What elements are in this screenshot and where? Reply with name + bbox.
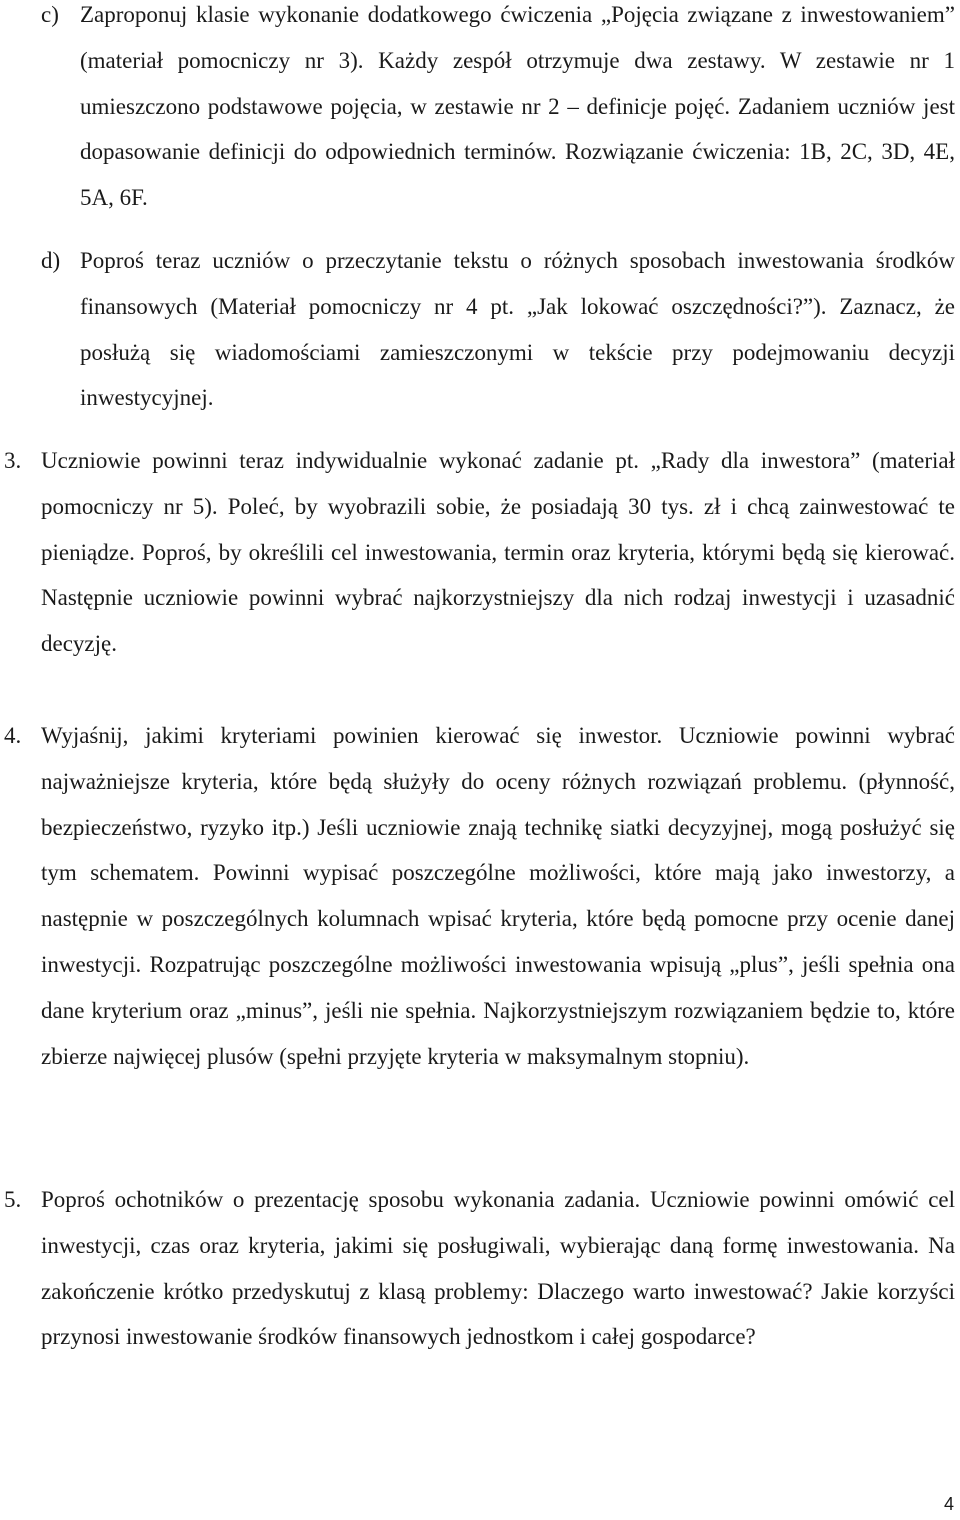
list-item-text: Wyjaśnij, jakimi kryteriami powinien kierować się inwestor. Uczniowie powinni wybrać najważniejsze kryteria, które będą służyły do oceny różnych rozwiązań problemu. (płynność, bezpieczeństwo, ryzyko itp.) Jeśli uczniowie znają technikę siatki decyzyjnej, mogą posłużyć się tym schematem. Powinni wypisać poszczególne możliwości, które mają jako inwestorzy, a następnie w poszczególnych kolumnach wpisać kryteria, które będą pomocne przy ocenie danej inwestycji. Rozpatrując poszczególne możliwości inwestowania wpisują „plus”, jeśli spełnia ona dane kryterium oraz „minus”, jeśli nie spełnia. Najkorzystniejszym rozwiązaniem będzie to, które zbierze najwięcej plusów (spełni przyjęte kryteria w maksymalnym stopniu). [41,723,955,1069]
list-item-text: Poproś ochotników o prezentację sposobu wykonania zadania. Uczniowie powinni omówić cel inwestycji, czas oraz kryteria, jakimi się posługiwali, wybierając daną formę inwestowania. Na zakończenie krótko przedyskutuj z klasą problemy: Dlaczego warto inwestować? Jakie korzyści przynosi inwestowanie środków finansowych jednostkom i całej gospodarce? [41,1187,955,1350]
list-item-text: Uczniowie powinni teraz indywidualnie wykonać zadanie pt. „Rady dla inwestora” (materiał pomocniczy nr 5). Poleć, by wyobrazili sobie, że posiadają 30 tys. zł i chcą zainwestować te pieniądze. Poproś, by określili cel inwestowania, termin oraz kryteria, którymi będą się kierować. Następnie uczniowie powinni wybrać najkorzystniejszy dla nich rodzaj inwestycji i uzasadnić decyzję. [41,448,955,657]
list-marker: c) [41,2,59,27]
list-item-text: Zaproponuj klasie wykonanie dodatkowego ćwiczenia „Pojęcia związane z inwestowaniem” (materiał pomocniczy nr 3). Każdy zespół otrzymuje dwa zestawy. W zestawie nr 1 umieszczono podstawowe pojęcia, w zestawie nr 2 – definicje pojęć. Zadaniem uczniów jest dopasowanie definicji do odpowiednich terminów. Rozwiązanie ćwiczenia: 1B, 2C, 3D, 4E, 5A, 6F. [80,2,955,211]
list-item-5 [4,1177,955,1360]
list-item-4 [4,713,955,1079]
list-item-c [41,0,955,221]
list-marker: d) [41,248,61,273]
list-item-d [41,238,955,421]
list-marker: 5. [4,1187,22,1212]
list-item-3 [4,438,955,667]
page-number: 4 [943,1494,954,1514]
list-marker: 3. [4,448,22,473]
list-item-text: Poproś teraz uczniów o przeczytanie tekstu o różnych sposobach inwestowania środków finansowych (Materiał pomocniczy nr 4 pt. „Jak lokować oszczędności?”). Zaznacz, że posłużą się wiadomościami zamieszczonymi w tekście przy podejmowaniu decyzji inwestycyjnej. [80,248,955,411]
list-marker: 4. [4,723,22,748]
